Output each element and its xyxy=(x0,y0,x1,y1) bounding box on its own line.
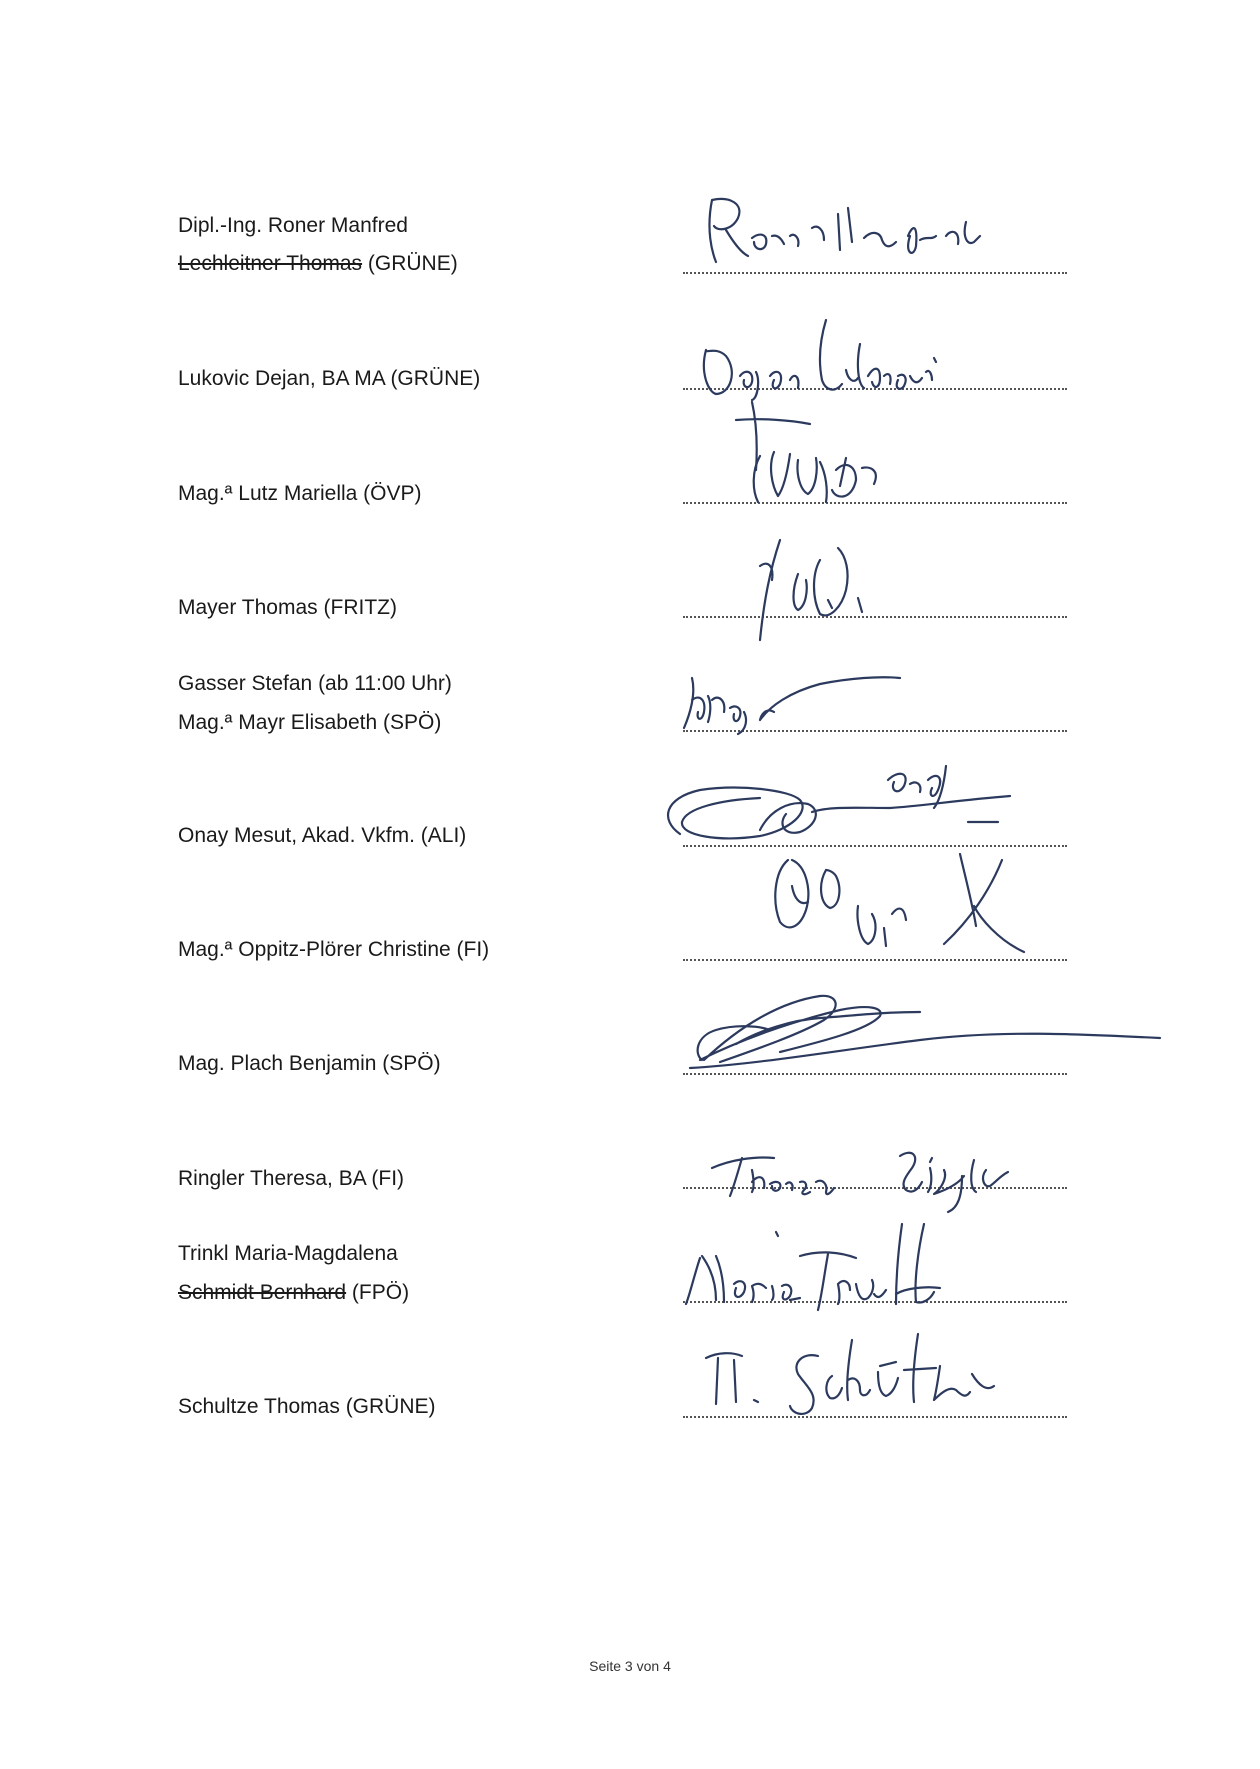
handwritten-signature xyxy=(706,1334,994,1414)
signature-line xyxy=(683,616,1067,618)
signatory-name: Schultze Thomas (GRÜNE) xyxy=(178,1395,436,1418)
handwritten-signature xyxy=(712,1153,1008,1212)
signatory-name: Gasser Stefan (ab 11:00 Uhr) xyxy=(178,672,452,695)
handwritten-signature xyxy=(690,996,1160,1068)
signatory-name: Onay Mesut, Akad. Vkfm. (ALI) xyxy=(178,824,467,847)
signature-line xyxy=(683,1187,1067,1189)
signature-line xyxy=(683,502,1067,504)
handwritten-signature xyxy=(686,1224,940,1310)
signature-line xyxy=(683,388,1067,390)
page-footer: Seite 3 von 4 xyxy=(589,1658,671,1674)
handwritten-signature xyxy=(775,854,1024,952)
signatory-name: Mag.ª Mayr Elisabeth (SPÖ) xyxy=(178,711,442,734)
struck-name: Lechleitner Thomas xyxy=(178,252,363,275)
party-label: (GRÜNE) xyxy=(362,252,458,275)
handwritten-signature xyxy=(760,540,862,640)
signatory-name xyxy=(178,1280,409,1306)
signature-line xyxy=(683,272,1067,274)
signatory-name xyxy=(178,251,458,277)
struck-name: Schmidt Bernhard xyxy=(178,1281,347,1304)
handwritten-signature xyxy=(754,452,876,502)
party-label: (FPÖ) xyxy=(346,1281,410,1304)
signatory-name: Ringler Theresa, BA (FI) xyxy=(178,1167,405,1190)
signature-line xyxy=(683,1073,1067,1075)
handwritten-signature xyxy=(704,320,936,470)
signature-line xyxy=(683,730,1067,732)
signature-line xyxy=(683,1301,1067,1303)
handwritten-signature xyxy=(684,677,900,734)
signature-line xyxy=(683,1416,1067,1418)
handwritten-signature xyxy=(709,199,980,262)
signatory-name: Trinkl Maria-Magdalena xyxy=(178,1242,398,1265)
signatory-name: Dipl.-Ing. Roner Manfred xyxy=(178,214,408,237)
signatory-name: Mayer Thomas (FRITZ) xyxy=(178,596,397,619)
signatory-name: Mag. Plach Benjamin (SPÖ) xyxy=(178,1052,441,1075)
signature-line xyxy=(683,959,1067,961)
handwritten-signature xyxy=(668,766,1010,838)
signature-line xyxy=(683,845,1067,847)
signatory-name: Lukovic Dejan, BA MA (GRÜNE) xyxy=(178,367,481,390)
signatory-name: Mag.ª Lutz Mariella (ÖVP) xyxy=(178,482,422,505)
signatory-name: Mag.ª Oppitz-Plörer Christine (FI) xyxy=(178,938,490,961)
